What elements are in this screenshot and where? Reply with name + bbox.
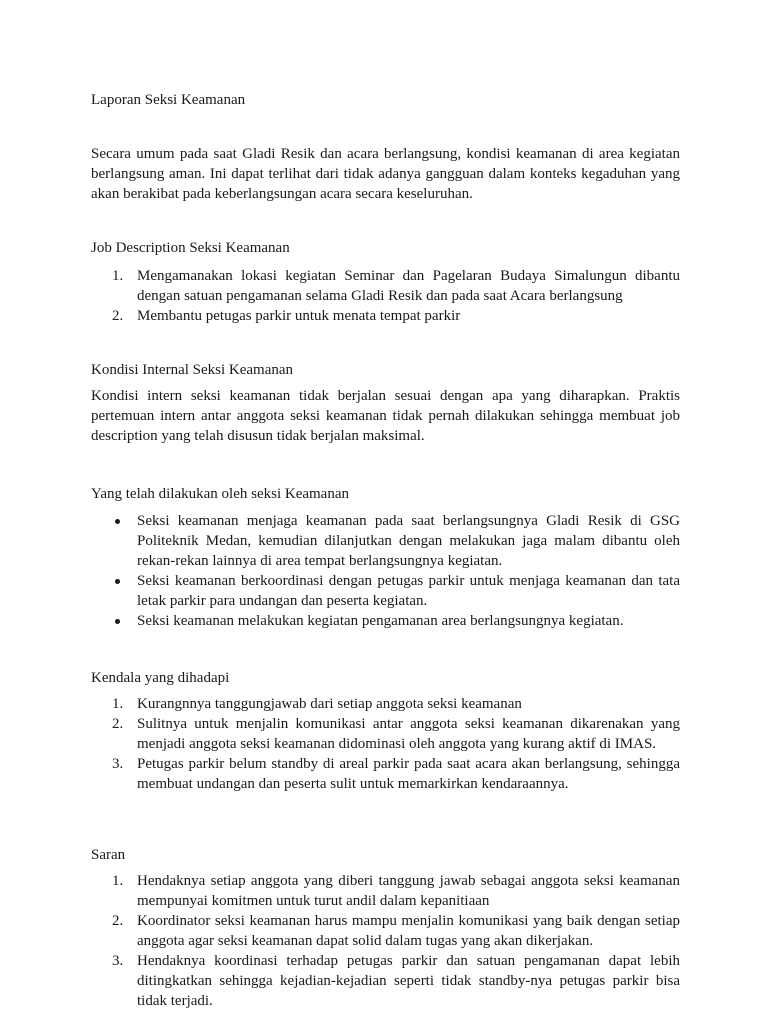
internal-condition-paragraph: Kondisi intern seksi keamanan tidak berjalan sesuai dengan apa yang diharapkan. Praktis pertemuan intern antar anggota seksi keamanan tidak pernah dilakukan sehingga membuat job description yang telah disusun tidak berjalan maksimal.	[91, 388, 680, 444]
list-number: 3.	[112, 756, 124, 772]
list-item	[91, 571, 680, 611]
suggestions-list	[91, 871, 680, 1011]
obstacles-heading: Kendala yang dihadapi	[91, 670, 230, 686]
list-item-text: Hendaknya koordinasi terhadap petugas parkir dan satuan pengamanan dapat lebih ditingkatkan sehingga kejadian-kejadian seperti tidak standby-nya petugas parkir bisa tidak terjadi.	[137, 953, 680, 1009]
suggestions-heading: Saran	[91, 847, 126, 863]
list-number: 1.	[112, 873, 124, 889]
list-item	[91, 754, 680, 794]
list-item-text: Petugas parkir belum standby di areal parkir pada saat acara akan berlangsung, sehingga membuat undangan dan peserta sulit untuk memarkirkan kendaraannya.	[137, 756, 680, 792]
bullet-icon	[115, 579, 120, 584]
list-item	[91, 871, 680, 911]
list-item	[91, 694, 680, 714]
list-item-text: Sulitnya untuk menjalin komunikasi antar anggota seksi keamanan dikarenakan yang menjadi anggota seksi keamanan didominasi oleh anggota yang kurang aktif di IMAS.	[137, 716, 680, 752]
list-number: 2.	[112, 716, 124, 732]
list-item	[91, 306, 680, 326]
list-item	[91, 611, 680, 631]
document-title: Laporan Seksi Keamanan	[91, 92, 246, 108]
list-item	[91, 511, 680, 571]
list-item-text: Mengamanakan lokasi kegiatan Seminar dan Pagelaran Budaya Simalungun dibantu dengan satuan pengamanan selama Gladi Resik dan pada saat Acara berlangsung	[137, 268, 680, 304]
job-description-list	[91, 266, 680, 326]
obstacles-list	[91, 694, 680, 794]
list-item-text: Seksi keamanan berkoordinasi dengan petugas parkir untuk menjaga keamanan dan tata letak parkir para undangan dan peserta kegiatan.	[137, 573, 680, 609]
list-item	[91, 911, 680, 951]
list-item	[91, 714, 680, 754]
list-item-text: Kurangnnya tanggungjawab dari setiap anggota seksi keamanan	[137, 696, 522, 712]
list-number: 2.	[112, 308, 124, 324]
list-number: 2.	[112, 913, 124, 929]
job-description-heading: Job Description Seksi Keamanan	[91, 240, 290, 256]
bullet-icon	[115, 519, 120, 524]
list-item-text: Hendaknya setiap anggota yang diberi tanggung jawab sebagai anggota seksi keamanan mempunyai komitmen untuk turut andil dalam kepanitiaan	[137, 873, 680, 909]
list-item-text: Membantu petugas parkir untuk menata tempat parkir	[137, 308, 461, 324]
list-item-text: Seksi keamanan melakukan kegiatan pengamanan area berlangsungnya kegiatan.	[137, 613, 624, 629]
list-item-text: Seksi keamanan menjaga keamanan pada saat berlangsungnya Gladi Resik di GSG Politeknik Medan, kemudian dilanjutkan dengan melakukan jaga malam dibantu oleh rekan-rekan lainnya di area tempat berlangsungnya kegiatan.	[137, 513, 680, 569]
intro-paragraph: Secara umum pada saat Gladi Resik dan acara berlangsung, kondisi keamanan di area kegiatan berlangsung aman. Ini dapat terlihat dari tidak adanya gangguan dalam konteks kegaduhan yang akan berakibat pada keberlangsungan acara secara keseluruhan.	[91, 146, 680, 202]
list-item-text: Koordinator seksi keamanan harus mampu menjalin komunikasi yang baik dengan setiap anggota agar seksi keamanan dapat solid dalam tugas yang akan dikerjakan.	[137, 913, 680, 949]
list-number: 1.	[112, 268, 124, 284]
list-number: 1.	[112, 696, 124, 712]
actions-done-heading: Yang telah dilakukan oleh seksi Keamanan	[91, 486, 349, 502]
internal-condition-heading: Kondisi Internal Seksi Keamanan	[91, 362, 294, 378]
bullet-icon	[115, 619, 120, 624]
list-item	[91, 266, 680, 306]
actions-done-list	[91, 511, 680, 631]
list-number: 3.	[112, 953, 124, 969]
list-item	[91, 951, 680, 1011]
